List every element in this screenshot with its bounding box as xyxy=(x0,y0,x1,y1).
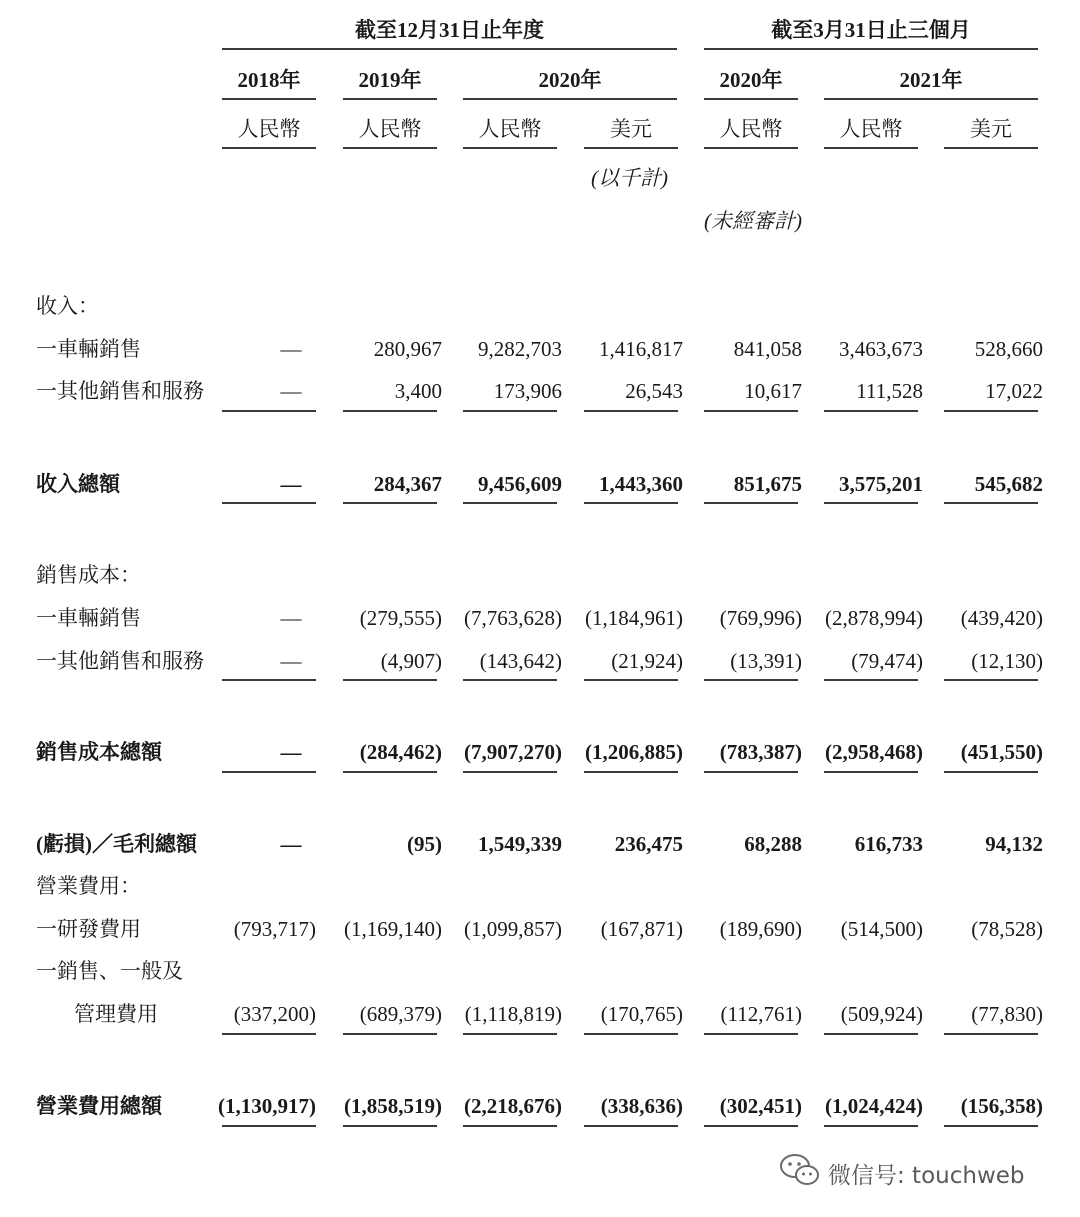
table-cell: (338,636) xyxy=(600,1094,683,1118)
total-rule xyxy=(944,1125,1038,1127)
watermark xyxy=(778,1150,1054,1190)
table-cell: (514,500) xyxy=(840,917,923,941)
table-cell: 841,058 xyxy=(733,337,802,361)
total-rule xyxy=(824,410,918,412)
total-rule xyxy=(824,771,918,773)
table-cell: (439,420) xyxy=(960,606,1043,630)
total-rule xyxy=(222,679,316,681)
row-label: 營業費用： xyxy=(36,874,141,898)
total-rule xyxy=(463,1125,557,1127)
table-cell: (12,130) xyxy=(971,649,1043,673)
table-cell: (1,130,917) xyxy=(218,1094,316,1118)
table-cell: 10,617 xyxy=(744,379,802,403)
table-cell: 616,733 xyxy=(854,832,923,856)
table-cell: (509,924) xyxy=(840,1002,923,1026)
row-label: 銷售成本： xyxy=(36,563,141,587)
row-label: 一其他銷售和服務 xyxy=(36,649,204,673)
table-cell: (2,878,994) xyxy=(825,606,923,630)
total-rule xyxy=(343,771,437,773)
row-label: 一車輛銷售 xyxy=(36,337,141,361)
total-rule xyxy=(343,1033,437,1035)
header-currency: 人民幣 xyxy=(358,117,422,141)
table-cell: (13,391) xyxy=(730,649,802,673)
table-cell: (1,169,140) xyxy=(344,917,442,941)
table-cell: 280,967 xyxy=(373,337,442,361)
total-rule xyxy=(824,1125,918,1127)
header-year-2021: 2021年 xyxy=(899,68,963,92)
table-cell: (7,907,270) xyxy=(464,740,562,764)
table-cell: (689,379) xyxy=(359,1002,442,1026)
watermark-text: 微信号: touchweb xyxy=(828,1163,1025,1189)
table-cell: 528,660 xyxy=(974,337,1043,361)
table-cell: (156,358) xyxy=(960,1094,1043,1118)
table-cell: 3,463,673 xyxy=(839,337,923,361)
total-rule xyxy=(343,679,437,681)
header-currency: 美元 xyxy=(970,117,1012,141)
table-cell: (170,765) xyxy=(600,1002,683,1026)
table-cell: — xyxy=(280,740,302,764)
table-cell: — xyxy=(280,606,302,630)
table-cell: (143,642) xyxy=(479,649,562,673)
note-unaudited: (未經審計) xyxy=(704,209,802,233)
table-cell: 68,288 xyxy=(744,832,802,856)
header-group-annual: 截至12月31日止年度 xyxy=(355,18,544,42)
table-cell: — xyxy=(280,649,302,673)
header-group-quarter: 截至3月31日止三個月 xyxy=(771,18,971,42)
table-cell: 3,575,201 xyxy=(839,472,923,496)
total-rule xyxy=(944,679,1038,681)
total-rule xyxy=(584,1033,678,1035)
table-cell: (783,387) xyxy=(719,740,802,764)
header-currency: 人民幣 xyxy=(839,117,903,141)
table-cell: 3,400 xyxy=(394,379,442,403)
table-cell: (189,690) xyxy=(719,917,802,941)
table-cell: (79,474) xyxy=(851,649,923,673)
header-year-2020-annual: 2020年 xyxy=(538,68,602,92)
header-currency: 人民幣 xyxy=(719,117,783,141)
table-cell: — xyxy=(280,472,302,496)
total-rule xyxy=(463,410,557,412)
header-currency: 美元 xyxy=(610,117,652,141)
table-cell: (302,451) xyxy=(719,1094,802,1118)
table-cell: (21,924) xyxy=(611,649,683,673)
total-rule xyxy=(584,679,678,681)
table-cell: 1,416,817 xyxy=(599,337,683,361)
row-label: 收入總額 xyxy=(36,472,120,496)
table-cell: (337,200) xyxy=(233,1002,316,1026)
total-rule xyxy=(704,410,798,412)
total-rule xyxy=(222,502,316,504)
row-label: (虧損)／毛利總額 xyxy=(36,832,197,856)
row-label: 營業費用總額 xyxy=(36,1094,162,1118)
table-cell: (451,550) xyxy=(960,740,1043,764)
table-cell: (2,958,468) xyxy=(825,740,923,764)
total-rule xyxy=(944,410,1038,412)
table-cell: (284,462) xyxy=(359,740,442,764)
row-label: 銷售成本總額 xyxy=(36,740,162,764)
table-cell: (4,907) xyxy=(380,649,442,673)
total-rule xyxy=(944,502,1038,504)
table-cell: (793,717) xyxy=(233,917,316,941)
total-rule xyxy=(463,679,557,681)
table-cell: (1,024,424) xyxy=(825,1094,923,1118)
total-rule xyxy=(222,410,316,412)
row-label: 收入： xyxy=(36,294,99,318)
row-label: 一其他銷售和服務 xyxy=(36,379,204,403)
total-rule xyxy=(584,502,678,504)
table-cell: (77,830) xyxy=(971,1002,1043,1026)
header-currency: 人民幣 xyxy=(237,117,301,141)
row-label: 管理費用 xyxy=(74,1002,158,1026)
table-cell: 236,475 xyxy=(614,832,683,856)
table-cell: 173,906 xyxy=(493,379,562,403)
total-rule xyxy=(944,1033,1038,1035)
header-year-2018: 2018年 xyxy=(237,68,301,92)
table-cell: 94,132 xyxy=(985,832,1043,856)
table-cell: (279,555) xyxy=(359,606,442,630)
total-rule xyxy=(222,771,316,773)
table-cell: (7,763,628) xyxy=(464,606,562,630)
total-rule xyxy=(463,502,557,504)
total-rule xyxy=(343,1125,437,1127)
table-cell: — xyxy=(280,379,302,403)
header-year-2019: 2019年 xyxy=(358,68,422,92)
total-rule xyxy=(824,502,918,504)
total-rule xyxy=(584,771,678,773)
table-cell: 1,443,360 xyxy=(599,472,683,496)
note-thousands: (以千計) xyxy=(591,166,668,190)
table-cell: (1,184,961) xyxy=(585,606,683,630)
table-cell: (1,206,885) xyxy=(585,740,683,764)
table-cell: (78,528) xyxy=(971,917,1043,941)
header-currency: 人民幣 xyxy=(478,117,542,141)
table-cell: 1,549,339 xyxy=(478,832,562,856)
total-rule xyxy=(704,1125,798,1127)
total-rule xyxy=(704,502,798,504)
total-rule xyxy=(944,771,1038,773)
total-rule xyxy=(824,1033,918,1035)
table-cell: (167,871) xyxy=(600,917,683,941)
table-cell: (769,996) xyxy=(719,606,802,630)
table-cell: (1,118,819) xyxy=(464,1002,562,1026)
total-rule xyxy=(222,1033,316,1035)
total-rule xyxy=(584,410,678,412)
row-label: 一車輛銷售 xyxy=(36,606,141,630)
table-cell: 26,543 xyxy=(625,379,683,403)
total-rule xyxy=(704,771,798,773)
row-label: 一銷售、一般及 xyxy=(36,959,183,983)
table-cell: 17,022 xyxy=(985,379,1043,403)
table-cell: (1,858,519) xyxy=(344,1094,442,1118)
table-cell: 9,456,609 xyxy=(478,472,562,496)
table-cell: 851,675 xyxy=(733,472,802,496)
header-year-2020-quarter: 2020年 xyxy=(719,68,783,92)
table-cell: 111,528 xyxy=(856,379,923,403)
total-rule xyxy=(463,1033,557,1035)
table-cell: (112,761) xyxy=(720,1002,802,1026)
total-rule xyxy=(222,1125,316,1127)
total-rule xyxy=(463,771,557,773)
wechat-icon xyxy=(778,1151,822,1189)
total-rule xyxy=(343,410,437,412)
total-rule xyxy=(704,679,798,681)
table-cell: 9,282,703 xyxy=(478,337,562,361)
table-cell: — xyxy=(280,337,302,361)
table-cell: (95) xyxy=(407,832,442,856)
table-cell: 545,682 xyxy=(974,472,1043,496)
table-cell: — xyxy=(280,832,302,856)
total-rule xyxy=(704,1033,798,1035)
total-rule xyxy=(824,679,918,681)
total-rule xyxy=(343,502,437,504)
row-label: 一研發費用 xyxy=(36,917,141,941)
table-cell: (1,099,857) xyxy=(464,917,562,941)
table-cell: (2,218,676) xyxy=(464,1094,562,1118)
table-cell: 284,367 xyxy=(373,472,442,496)
total-rule xyxy=(584,1125,678,1127)
